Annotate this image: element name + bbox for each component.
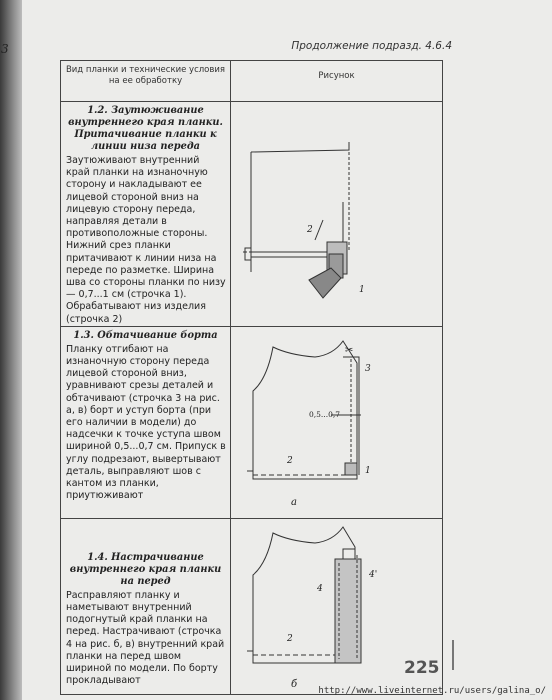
section-title: 1.4. Настрачивание внутреннего края планки на перед: [69, 551, 222, 587]
table-row: [61, 518, 443, 694]
row-text-cell: [61, 102, 231, 327]
table-header-row: [61, 61, 443, 102]
stitch-label-2: 2: [307, 225, 313, 235]
column-header-figure: Рисунок: [231, 61, 443, 102]
figure-caption-b: б: [291, 678, 298, 690]
stitch-label-4: 4: [317, 583, 323, 594]
stitch-label-4-prime: 4': [369, 569, 378, 580]
table-row: [61, 326, 443, 518]
row-text-cell: [61, 326, 231, 518]
figure-front-edge: [231, 327, 443, 519]
running-header: Продолжение подразд. 4.6.4: [291, 40, 452, 52]
section-body: Заутюживают внутренний край планки на изнаночную сторону и накладывают ее лицевой стороной вниз на лицевую сторону переда, направляя детали в противоположные стороны. Нижний срез планки притачивают к линии низа на переде по разметке. Ширина шва со стороны планки по низу — 0,7...1 см (строчка 1). Обрабатывают низ изделия (строчка 2): [66, 155, 226, 325]
section-title: 1.3. Обтачивание борта: [73, 329, 218, 341]
table-row: [61, 102, 443, 327]
figure-cell: [231, 326, 443, 518]
stitch-label-1: 1: [365, 465, 371, 476]
page-number: 225: [404, 658, 440, 678]
previous-page-number: 3: [1, 42, 9, 56]
stitch-label-2: 2: [287, 455, 293, 466]
page-number-divider: [452, 640, 454, 670]
section-body: Расправляют планку и наметывают внутренний подогнутый край планки на перед. Настрачивают (строчка 4 на рис. б, в) внутренний край планки на перед швом шириной по модели. По борту прокладывают: [66, 589, 225, 687]
stitch-label-2: 2: [287, 633, 293, 644]
column-header-description: Вид планки и технические условия на ее обработку: [61, 61, 231, 102]
figure-placket-hem: [231, 102, 443, 318]
figure-caption-a: а: [291, 496, 297, 508]
stitch-label-1: 1: [359, 285, 365, 295]
seam-width-label: 0,5...0,7: [309, 409, 341, 419]
book-spine: [0, 0, 22, 700]
figure-cell: [231, 102, 443, 327]
watermark-url: http://www.liveinternet.ru/users/galina_o/: [318, 686, 546, 696]
section-body: Планку отгибают на изнаночную сторону переда лицевой стороной вниз, уравнивают срезы деталей и обтачивают (строчка 3 на рис. а, в) борт и уступ борта (при его наличии в модели) до надсечки к точке уступа швом шириной 0,5...0,7 см. Припуск в углу подрезают, вывертывают деталь, выправляют шов с кантом из планки, приутюживают: [66, 343, 226, 502]
row-text-cell: [61, 518, 231, 694]
svg-text:✂: ✂: [345, 344, 354, 356]
section-title: 1.2. Заутюживание внутреннего края планки. Притачивание планки к линии низа переда: [68, 105, 223, 152]
stitch-label-3: 3: [365, 363, 371, 374]
instructions-table: [60, 60, 443, 695]
book-page: [22, 0, 552, 700]
